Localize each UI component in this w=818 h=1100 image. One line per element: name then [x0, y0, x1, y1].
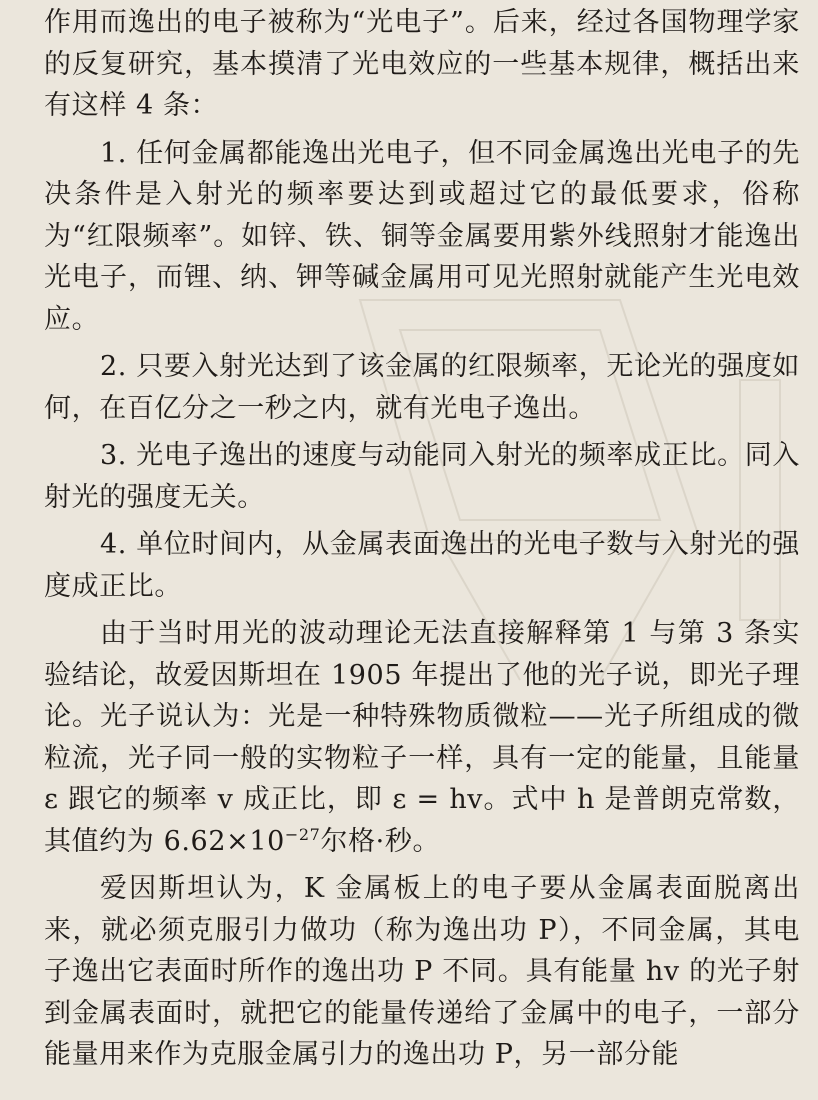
paragraph-intro: 作用而逸出的电子被称为“光电子”。后来，经过各国物理学家的反复研究，基本摸清了光电效应的一些基本规律，概括出来有这样 4 条：	[44, 7, 800, 121]
paragraph-rule-4: 4. 单位时间内，从金属表面逸出的光电子数与入射光的强度成正比。	[44, 529, 800, 602]
exponent: −27	[284, 824, 321, 844]
paragraph-photon-theory	[44, 613, 800, 862]
paragraph-rule-2: 2. 只要入射光达到了该金属的红限频率，无论光的强度如何，在百亿分之一秒之内，就有光电子逸出。	[44, 351, 800, 424]
photon-theory-text: 由于当时用光的波动理论无法直接解释第 1 与第 3 条实验结论，故爱因斯坦在 1905 年提出了他的光子说，即光子理论。光子说认为：光是一种特殊物质微粒——光子所组成的微粒流，光子同一般的实物粒子一样，具有一定的能量，且能量 ε 跟它的频率 v 成正比，即 ε = hv。式中 h 是普朗克常数，其值约为 6.62×10	[44, 618, 800, 857]
paragraph-rule-3: 3. 光电子逸出的速度与动能同入射光的频率成正比。同入射光的强度无关。	[44, 440, 800, 513]
paragraph-work-function: 爱因斯坦认为，K 金属板上的电子要从金属表面脱离出来，就必须克服引力做功（称为逸出功 P），不同金属，其电子逸出它表面时所作的逸出功 P 不同。具有能量 hv 的光子射到金属表面时，就把它的能量传递给了金属中的电子，一部分能量用来作为克服金属引力的逸出功 P，另一部分能	[44, 873, 800, 1070]
document-page	[44, 2, 800, 1076]
paragraph-rule-1: 1. 任何金属都能逸出光电子，但不同金属逸出光电子的先决条件是入射光的频率要达到或超过它的最低要求，俗称为“红限频率”。如锌、铁、铜等金属要用紫外线照射才能逸出光电子，而锂、纳、钾等碱金属用可见光照射就能产生光电效应。	[44, 137, 800, 335]
photon-theory-tail: 尔格·秒。	[320, 825, 441, 857]
